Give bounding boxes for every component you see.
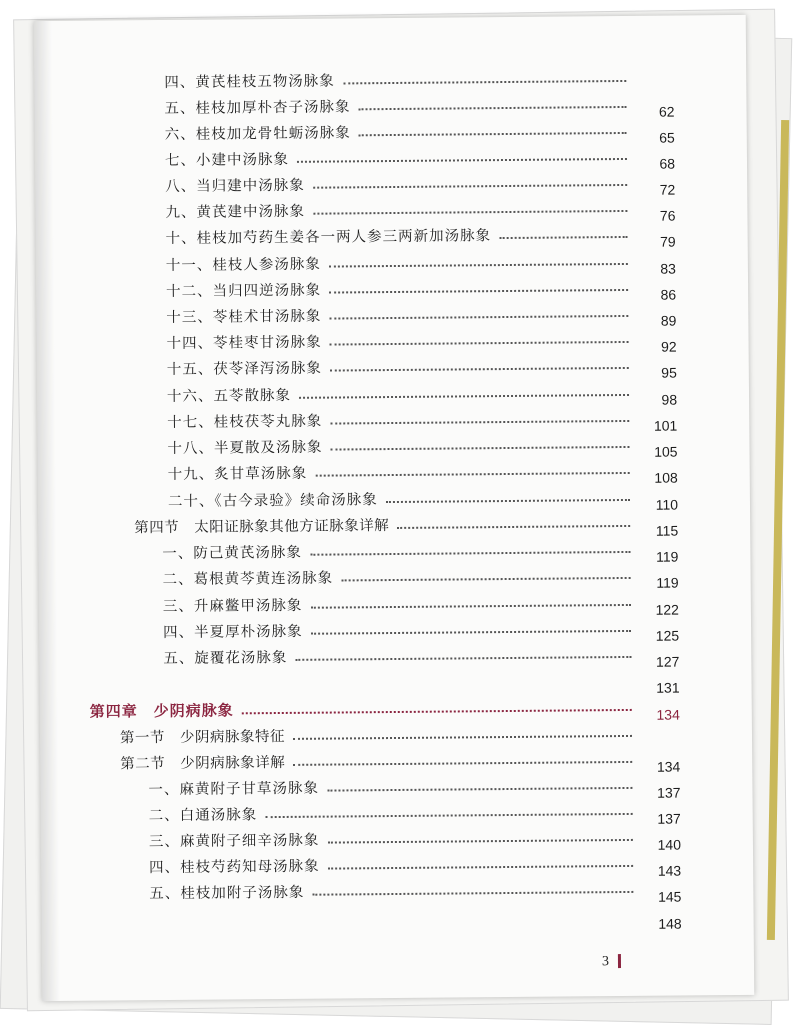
toc-leader-dots (312, 891, 633, 896)
toc-entry-title: 三、升麻鳖甲汤脉象 (162, 597, 303, 616)
page-number: 3 (601, 954, 610, 970)
toc-leader-dots (329, 315, 628, 320)
toc-entry-page: 72 (659, 181, 676, 198)
toc-leader-dots (315, 472, 630, 477)
toc-entry-title: 六、桂枝加龙骨牡蛎汤脉象 (164, 125, 351, 143)
toc-entry-page: 134 (656, 706, 680, 723)
book-page (34, 15, 755, 1001)
toc-entry (162, 559, 678, 590)
toc-leader-dots (359, 132, 627, 136)
toc-entry (149, 900, 681, 931)
toc-leader-dots (343, 80, 627, 84)
toc-entry-page: 140 (657, 836, 682, 853)
toc-entry-page: 137 (657, 810, 681, 827)
toc-leader-dots (330, 446, 629, 451)
toc-entry-title: 四、黄芪桂枝五物汤脉象 (164, 73, 335, 91)
toc-leader-dots (330, 420, 629, 425)
toc-entry-title: 十九、炙甘草汤脉象 (167, 465, 308, 483)
toc-leader-dots (311, 630, 632, 635)
toc-entry-page: 92 (660, 338, 677, 355)
toc-entry-page: 110 (655, 496, 679, 513)
toc-leader-dots (327, 839, 633, 844)
toc-entry-page: 143 (657, 862, 682, 879)
toc-leader-dots (313, 210, 628, 215)
toc-leader-dots (265, 813, 633, 818)
toc-entry-page: 131 (656, 679, 680, 696)
toc-entry-page: 65 (659, 129, 675, 146)
toc-entry-title: 第一节 少阴病脉象特征 (119, 728, 286, 747)
toc-entry-title: 五、桂枝加附子汤脉象 (149, 884, 305, 903)
toc-entry-title: 三、麻黄附子细辛汤脉象 (148, 832, 320, 851)
toc-leader-dots (310, 604, 631, 609)
toc-entry-page: 115 (655, 522, 679, 539)
toc-entry-title: 十七、桂枝茯苓丸脉象 (167, 413, 323, 431)
toc-leader-dots (330, 341, 629, 346)
toc-entry-page: 122 (655, 601, 679, 618)
toc-entry-title: 九、黄芪建中汤脉象 (165, 203, 305, 221)
toc-leader-dots (299, 394, 629, 399)
toc-entry-page: 125 (655, 627, 680, 644)
toc-entry-page: 76 (659, 207, 676, 224)
toc-leader-dots (329, 263, 628, 268)
toc-entry-title: 二十、《古今录验》续命汤脉象 (167, 492, 378, 510)
toc-entry-page: 62 (658, 103, 675, 120)
toc-entry-title: 五、桂枝加厚朴杏子汤脉象 (164, 99, 351, 117)
toc-leader-dots (242, 709, 632, 714)
toc-leader-dots (328, 865, 634, 870)
toc-entry-page: 148 (658, 915, 682, 932)
toc-entry-title: 十三、苓桂术甘汤脉象 (166, 308, 322, 326)
toc-leader-dots (329, 289, 628, 294)
toc-entry (168, 454, 678, 484)
toc-entry-title: 十二、当归四逆汤脉象 (166, 282, 322, 300)
toc-entry-page: 108 (654, 469, 678, 486)
toc-entry-title: 十六、五苓散脉象 (166, 387, 292, 405)
toc-entry (165, 218, 675, 248)
toc-entry-title: 四、半夏厚朴汤脉象 (163, 623, 303, 642)
toc-leader-dots (293, 735, 632, 740)
toc-entry-title: 二、白通汤脉象 (148, 807, 258, 825)
toc-entry (169, 664, 679, 694)
toc-leader-dots (327, 787, 633, 792)
toc-entry-page: 86 (660, 286, 677, 303)
page-number-marker (618, 954, 621, 968)
toc-entry-page: 95 (661, 364, 677, 381)
toc-entry-title: 第二节 少阴病脉象详解 (120, 754, 286, 773)
toc-entry-title: 八、当归建中汤脉象 (165, 177, 305, 195)
toc-entry-page: 119 (656, 548, 679, 565)
toc-entry-page: 68 (659, 155, 676, 172)
toc-entry-page: 79 (660, 233, 676, 250)
toc-leader-dots (313, 184, 628, 189)
toc-entry-page: 127 (655, 653, 680, 670)
toc-entry-title: 第四章 少阴病脉象 (89, 701, 234, 721)
toc-entry-page: 137 (657, 784, 681, 801)
toc-entry-page: 119 (656, 574, 679, 591)
toc-leader-dots (397, 525, 630, 529)
toc-entry-page: 101 (653, 417, 678, 434)
toc-entry-title: 二、葛根黄芩黄连汤脉象 (162, 570, 334, 589)
toc-leader-dots (297, 158, 627, 163)
toc-leader-dots (341, 577, 631, 582)
toc-entry-title: 一、麻黄附子甘草汤脉象 (148, 780, 320, 799)
toc-entry-title: 十八、半夏散及汤脉象 (167, 439, 323, 457)
toc-entry-title: 十四、苓桂枣甘汤脉象 (166, 334, 322, 352)
toc-entry-page: 145 (657, 888, 682, 905)
toc-leader-dots (330, 367, 629, 372)
toc-entry-title: 第四节 太阳证脉象其他方证脉象详解 (134, 518, 390, 537)
toc-entry-title: 四、桂枝芍药知母汤脉象 (149, 858, 320, 877)
toc-entry-page: 98 (661, 391, 678, 408)
toc-entry (149, 873, 681, 904)
toc-entry-title: 五、旋覆花汤脉象 (163, 649, 288, 668)
toc-leader-dots (293, 761, 632, 766)
toc-leader-dots (295, 656, 631, 661)
toc-entry-page: 83 (660, 260, 676, 277)
toc-entry-title: 十一、桂枝人参汤脉象 (165, 256, 321, 274)
toc-leader-dots (386, 499, 630, 503)
toc-entry-page: 134 (656, 758, 681, 775)
toc-entry-page: 105 (654, 443, 678, 460)
toc-leader-dots (310, 551, 631, 556)
toc-entry-page: 89 (660, 312, 677, 329)
toc-entry-title: 十五、茯苓泽泻汤脉象 (166, 360, 322, 378)
toc-entry (167, 349, 677, 379)
toc-entry-title: 七、小建中汤脉象 (164, 151, 290, 169)
toc-leader-dots (499, 236, 628, 239)
toc-entry-title: 十、桂枝加芍药生姜各一两人参三两新加汤脉象 (165, 228, 492, 247)
toc-entry-title: 一、防己黄芪汤脉象 (162, 544, 302, 563)
toc-leader-dots (359, 106, 627, 110)
